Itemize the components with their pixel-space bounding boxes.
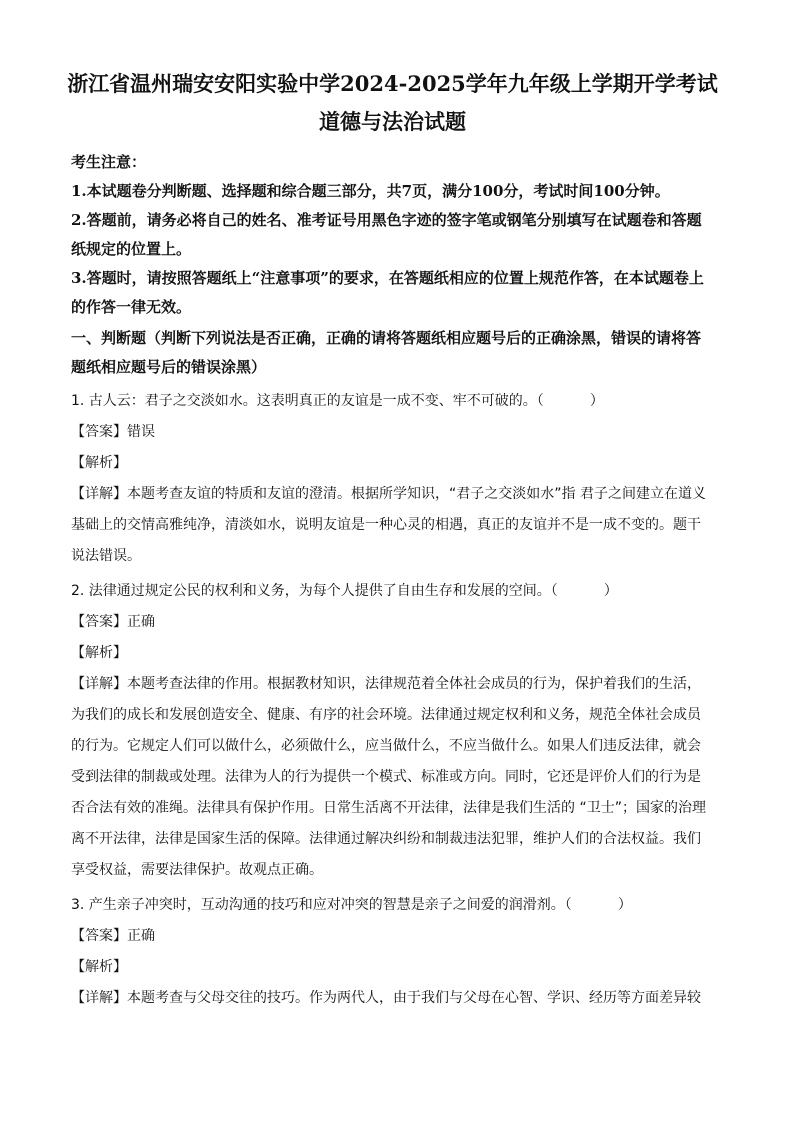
answer-label: 【答案】 xyxy=(71,614,127,630)
detail-paragraph xyxy=(71,983,714,1014)
detail-text: 本题考查与父母交往的技巧。作为两代人，由于我们与父母在心智、学识、经历等方面差异较 xyxy=(127,990,701,1006)
answer-value: 正确 xyxy=(127,614,155,630)
answer-value: 正确 xyxy=(127,928,155,944)
answer-line xyxy=(71,607,714,638)
answer-label: 【答案】 xyxy=(71,928,127,944)
answer-line xyxy=(71,921,714,952)
answer-label: 【答案】 xyxy=(71,424,127,440)
answer-value: 错误 xyxy=(127,424,155,440)
answer-line xyxy=(71,417,714,448)
question-stem: 3. 产生亲子冲突时，互动沟通的技巧和应对冲突的智慧是亲子之间爱的润滑剂。（ ） xyxy=(71,897,632,913)
question-list xyxy=(71,386,714,1014)
analysis-label: 【解析】 xyxy=(71,959,127,975)
notice-item: 1.本试题卷分判断题、选择题和综合题三部分，共7页，满分100分，考试时间100分钟。 xyxy=(71,182,670,200)
page-subtitle: 道德与法治试题 xyxy=(319,109,466,134)
detail-label: 【详解】 xyxy=(71,486,127,502)
candidate-notice xyxy=(71,148,714,322)
detail-label: 【详解】 xyxy=(71,676,127,692)
notice-heading: 考生注意： xyxy=(71,153,147,171)
page-title: 浙江省温州瑞安安阳实验中学2024-2025学年九年级上学期开学考试 xyxy=(67,71,718,96)
question-stem: 1. 古人云：君子之交淡如水。这表明真正的友谊是一成不变、牢不可破的。（ ） xyxy=(71,393,604,409)
notice-item: 2.答题前，请务必将自己的姓名、准考证号用黑色字迹的签字笔或钢笔分别填写在试题卷和答题纸规定的位置上。 xyxy=(71,211,702,258)
detail-text: 本题考查法律的作用。根据教材知识，法律规范着全体社会成员的行为，保护着我们的生活，为我们的成长和发展创造安全、健康、有序的社会环境。法律通过规定权利和义务，规范全体社会成员的行为。它规定人们可以做什么，必须做什么，应当做什么，不应当做什么。如果人们违反法律，就会受到法律的制裁或处理。法律为人的行为提供一个模式、标准或方向。同时，它还是评价人们的行为是否合法有效的准绳。法律具有保护作用。日常生活离不开法律，法律是我们生活的 “卫士”；国家的治理离不开法律，法律是国家生活的保障。法律通过解决纠纷和制裁违法犯罪，维护人们的合法权益。我们享受权益，需要法律保护。故观点正确。 xyxy=(71,676,706,878)
detail-paragraph xyxy=(71,669,714,886)
section-heading: 一、判断题（判断下列说法是否正确，正确的请将答题纸相应题号后的正确涂黑，错误的请将答题纸相应题号后的错误涂黑） xyxy=(71,329,702,376)
detail-text: 本题考查友谊的特质和友谊的澄清。根据所学知识，“君子之交淡如水”指 君子之间建立在道义基础上的交情高雅纯净，清淡如水，说明友谊是一种心灵的相遇，真正的友谊并不是一成不变的。题干说法错误。 xyxy=(71,486,706,564)
analysis-label: 【解析】 xyxy=(71,455,127,471)
analysis-label: 【解析】 xyxy=(71,645,127,661)
detail-paragraph xyxy=(71,479,714,572)
detail-label: 【详解】 xyxy=(71,990,127,1006)
question-stem: 2. 法律通过规定公民的权利和义务，为每个人提供了自由生存和发展的空间。（ ） xyxy=(71,583,618,599)
notice-item: 3.答题时，请按照答题纸上“注意事项”的要求，在答题纸相应的位置上规范作答，在本试题卷上的作答一律无效。 xyxy=(71,269,704,316)
